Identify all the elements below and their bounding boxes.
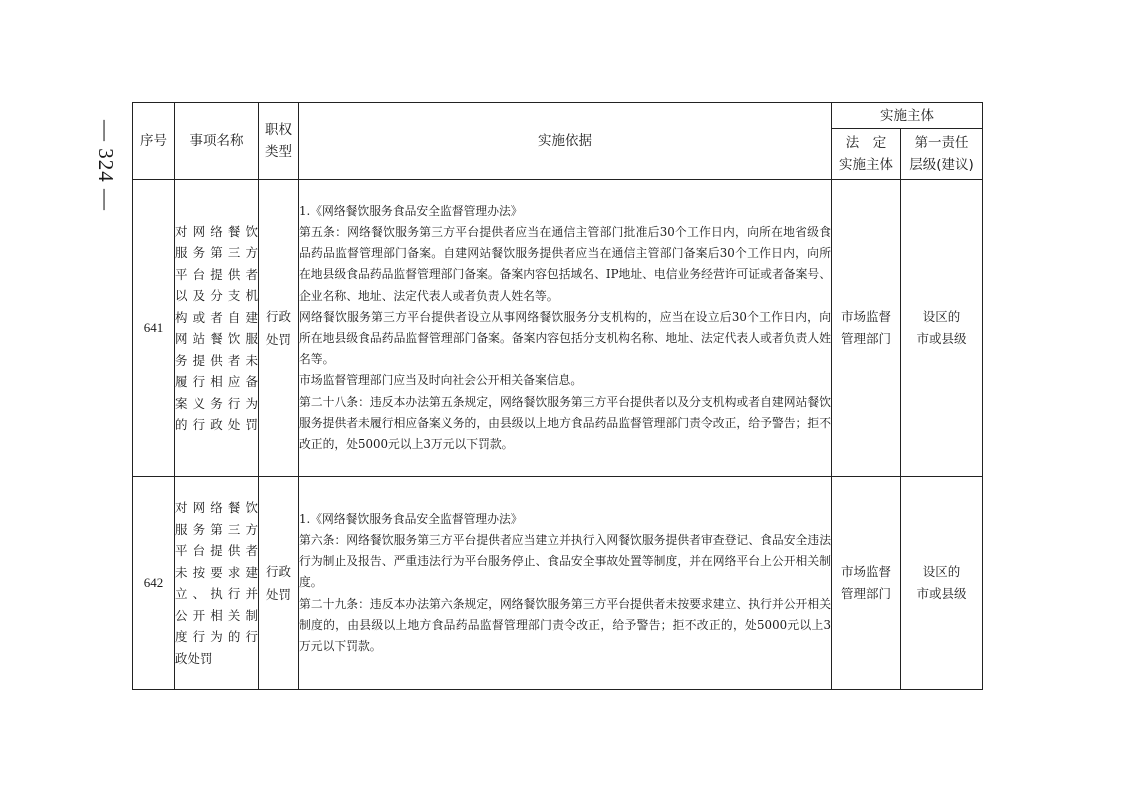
item-name-line: 公开相关制	[175, 607, 258, 623]
responsibility-level-line2: 市或县级	[916, 331, 967, 346]
header-legal-subject	[832, 129, 901, 180]
table-row	[133, 477, 983, 690]
page-number	[90, 110, 120, 220]
item-name-line: 案义务行为	[175, 395, 258, 411]
header-legal-subject-line1: 法 定	[845, 135, 887, 151]
item-name-line: 服务第三方	[175, 521, 258, 537]
legal-subject-line1: 市场监督	[840, 309, 891, 324]
basis-paragraph: 第二十八条：违反本办法第五条规定，网络餐饮服务第三方平台提供者以及分支机构或者自建网站餐饮服务提供者未履行相应备案义务的，由县级以上地方食品药品监督管理部门责令改正，给予警告；拒不改正的，处5000元以上3万元以下罚款。	[299, 394, 831, 452]
basis-paragraph: 1.《网络餐饮服务食品安全监督管理办法》	[299, 203, 523, 218]
item-name-line: 对网络餐饮	[175, 223, 258, 239]
item-name-line: 未按要求建	[175, 564, 258, 580]
row-responsibility-level	[901, 477, 983, 690]
row-seq: 642	[133, 477, 175, 690]
authority-type-line2: 处罚	[265, 587, 291, 602]
item-name-line: 服务第三方	[175, 245, 258, 260]
basis-paragraph: 第六条：网络餐饮服务第三方平台提供者应当建立并执行入网餐饮服务提供者审查登记、食品安全违法行为制止及报告、严重违法行为平台服务停止、食品安全事故处置等制度，并在网络平台上公开相关制度。	[299, 532, 831, 590]
item-name-line: 构或者自建	[175, 309, 258, 325]
legal-subject-line1: 市场监督	[840, 564, 891, 579]
responsibility-level-line1: 设区的	[922, 564, 961, 579]
row-authority-type	[259, 180, 299, 477]
header-authority-type-line1: 职权	[265, 122, 292, 138]
header-implementing-subject: 实施主体	[832, 103, 983, 129]
header-legal-subject-line2: 实施主体	[839, 157, 893, 173]
item-name-line: 履行相应备	[175, 374, 258, 389]
row-legal-subject	[832, 180, 901, 477]
enforcement-items-table	[132, 102, 983, 690]
table-header-row	[133, 103, 983, 129]
authority-type-line1: 行政	[265, 309, 291, 324]
row-responsibility-level	[901, 180, 983, 477]
authority-type-line2: 处罚	[265, 332, 291, 347]
header-authority-type-line2: 类型	[265, 144, 292, 160]
header-item-name: 事项名称	[175, 103, 259, 180]
page-number-text: — 324 —	[93, 119, 118, 211]
row-authority-type	[259, 477, 299, 690]
header-legal-basis: 实施依据	[299, 103, 832, 180]
item-name-line: 网站餐饮服	[175, 331, 258, 346]
basis-paragraph: 1.《网络餐饮服务食品安全监督管理办法》	[299, 511, 523, 526]
row-legal-basis	[299, 477, 832, 690]
item-name-line: 以及分支机	[175, 288, 258, 303]
item-name-line: 立、执行并	[175, 586, 258, 601]
basis-paragraph: 市场监督管理部门应当及时向社会公开相关备案信息。	[299, 373, 583, 388]
authority-type-line1: 行政	[265, 564, 291, 579]
item-name-line: 政处罚	[175, 650, 213, 666]
header-seq: 序号	[133, 103, 175, 180]
header-responsibility-level	[901, 129, 983, 180]
item-name-line: 平台提供者	[175, 266, 258, 282]
item-name-line: 对网络餐饮	[175, 500, 258, 515]
row-item-name	[175, 180, 259, 477]
legal-subject-line2: 管理部门	[840, 586, 891, 601]
header-responsibility-level-line1: 第一责任	[914, 135, 969, 151]
legal-subject-line2: 管理部门	[840, 331, 891, 346]
item-name-line: 度行为的行	[175, 629, 258, 644]
responsibility-level-line2: 市或县级	[916, 586, 967, 601]
item-name-line: 的行政处罚	[175, 417, 258, 432]
item-name-line: 务提供者未	[175, 352, 258, 368]
basis-paragraph: 第二十九条：违反本办法第六条规定，网络餐饮服务第三方平台提供者未按要求建立、执行并公开相关制度的，由县级以上地方食品药品监督管理部门责令改正，给予警告；拒不改正的，处5000元以上3万元以下罚款。	[299, 596, 831, 653]
row-item-name	[175, 477, 259, 690]
basis-paragraph: 网络餐饮服务第三方平台提供者设立从事网络餐饮服务分支机构的，应当在设立后30个工作日内，向所在地县级食品药品监督管理部门备案。备案内容包括分支机构名称、地址、法定代表人或者负责人姓名等。	[299, 309, 831, 367]
row-legal-basis	[299, 180, 832, 477]
row-legal-subject	[832, 477, 901, 690]
header-authority-type	[259, 103, 299, 180]
table-row	[133, 180, 983, 477]
header-responsibility-level-line2: 层级(建议)	[909, 157, 974, 173]
row-seq: 641	[133, 180, 175, 477]
basis-paragraph: 第五条：网络餐饮服务第三方平台提供者应当在通信主管部门批准后30个工作日内，向所在地省级食品药品监督管理部门备案。自建网站餐饮服务提供者应当在通信主管部门备案后30个工作日内，向所在地县级食品药品监督管理部门备案。备案内容包括域名、IP地址、电信业务经营许可证或者备案号、企业名称、地址、法定代表人或者负责人姓名等。	[299, 224, 831, 303]
responsibility-level-line1: 设区的	[922, 309, 961, 324]
item-name-line: 平台提供者	[175, 543, 258, 558]
